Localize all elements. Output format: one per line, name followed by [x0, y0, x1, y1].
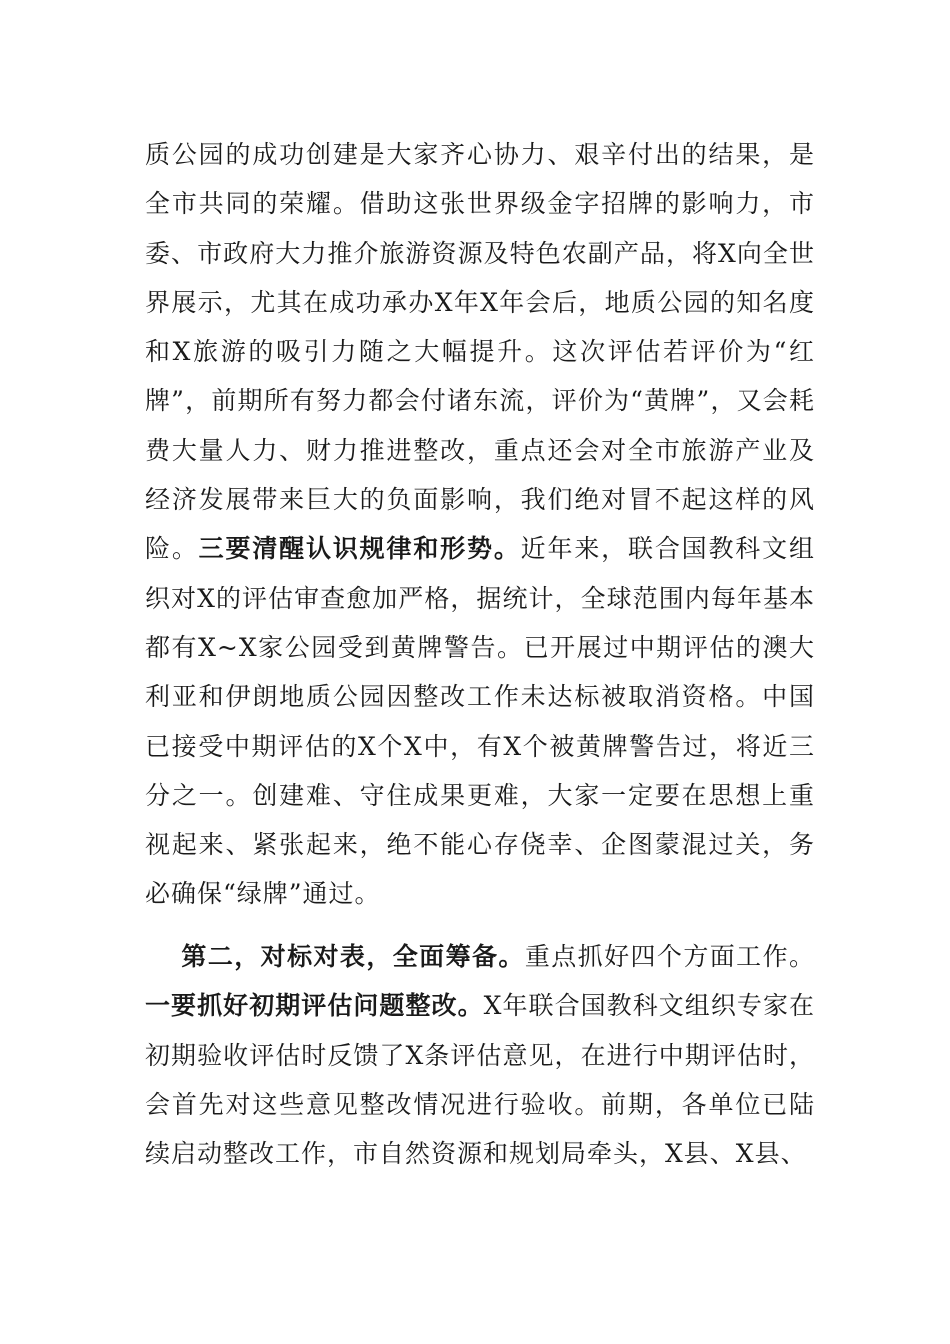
body-paragraph [145, 130, 815, 919]
section-heading: 三要清醒认识规律和形势。 [198, 534, 521, 564]
paragraph-text: 近年来，联合国教科文组织对X的评估审查愈加严格，据统计，全球范围内每年基本都有X~X家公园受到黄牌警告。已开展过中期评估的澳大利亚和伊朗地质公园因整改工作未达标被取消资格。中国已接受中期评估的X个X中，有X个被黄牌警告过，将近三分之一。创建难、守住成果更难，大家一定要在思想上重视起来、紧张起来，绝不能心存侥幸、企图蒙混过关，务必确保“绿牌”通过。 [145, 534, 815, 909]
sub-heading: 一要抓好初期评估问题整改。 [145, 991, 484, 1021]
body-paragraph [145, 932, 815, 1178]
paragraph-text: X年联合国教科文组织专家在初期验收评估时反馈了X条评估意见，在进行中期评估时，会首先对这些意见整改情况进行验收。前期，各单位已陆续启动整改工作，市自然资源和规划局牵头，X县、X县、 [145, 991, 815, 1169]
paragraph-text: 质公园的成功创建是大家齐心协力、艰辛付出的结果，是全市共同的荣耀。借助这张世界级金字招牌的影响力，市委、市政府大力推介旅游资源及特色农副产品，将X向全世界展示，尤其在成功承办X年X年会后，地质公园的知名度和X旅游的吸引力随之大幅提升。这次评估若评价为“红牌”，前期所有努力都会付诸东流，评价为“黄牌”，又会耗费大量人力、财力推进整改，重点还会对全市旅游产业及经济发展带来巨大的负面影响，我们绝对冒不起这样的风险。 [145, 140, 815, 564]
section-heading: 第二，对标对表，全面筹备。 [181, 942, 525, 971]
paragraph-text: 重点抓好四个方面工作。 [524, 942, 815, 971]
